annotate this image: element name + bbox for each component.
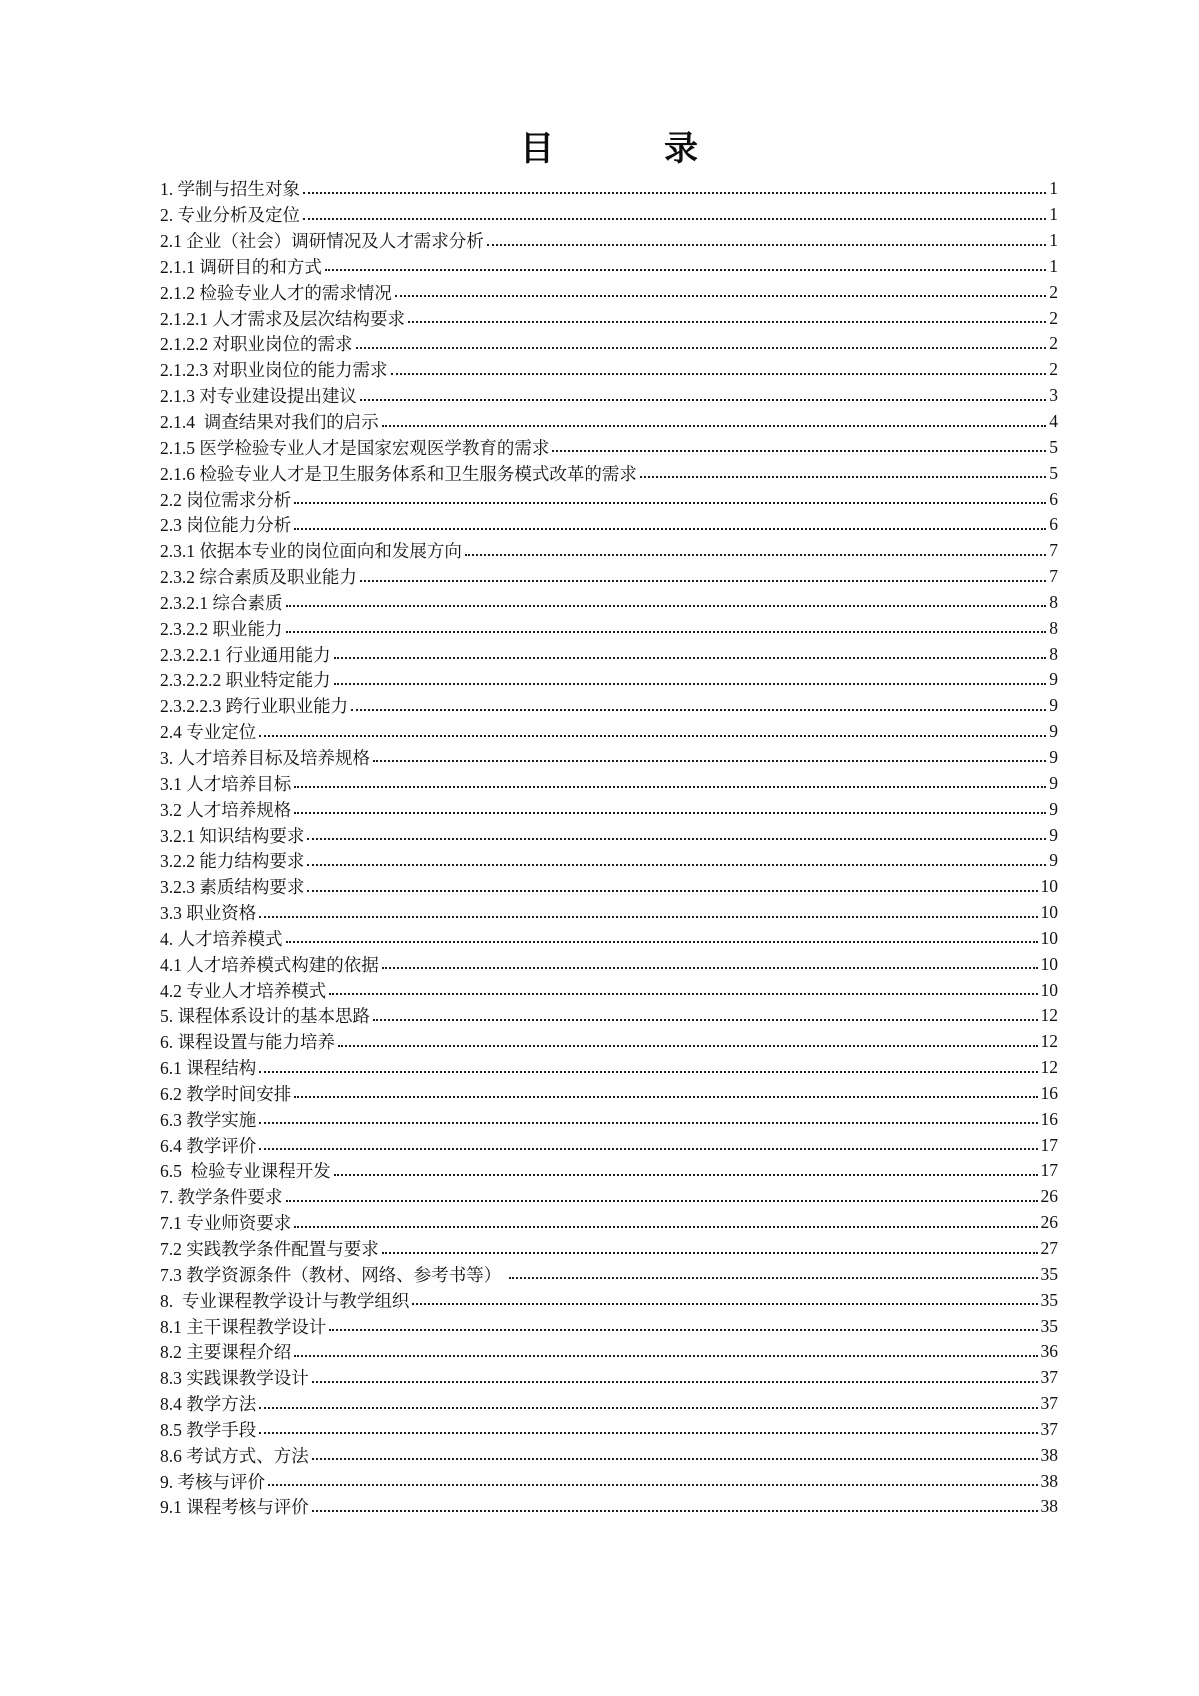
toc-dot-leader	[294, 528, 1046, 530]
toc-dot-leader	[312, 1458, 1038, 1460]
toc-entry-label: 2.1.2.3 对职业岗位的能力需求	[160, 360, 388, 381]
toc-entry-page: 10	[1040, 876, 1058, 897]
toc-dot-leader	[312, 1381, 1038, 1383]
toc-entry-label: 2.1.2.1 人才需求及层次结构要求	[160, 308, 405, 329]
toc-entry-page: 17	[1040, 1134, 1058, 1155]
toc-dot-leader	[259, 1071, 1037, 1073]
toc-entry-page: 9	[1049, 721, 1058, 742]
toc-entry-label: 2.1.4 调查结果对我们的启示	[160, 412, 379, 433]
toc-entry-label: 3.2 人才培养规格	[160, 799, 292, 820]
toc-entry[interactable]	[160, 357, 1058, 383]
toc-entry-label: 4.2 专业人才培养模式	[160, 980, 327, 1001]
toc-entry-page: 5	[1049, 462, 1058, 483]
toc-entry-page: 2	[1049, 333, 1058, 354]
toc-dot-leader	[509, 1277, 1038, 1279]
toc-dot-leader	[382, 1252, 1038, 1254]
toc-entry-page: 8	[1049, 617, 1058, 638]
toc-entry-page: 1	[1049, 178, 1058, 199]
toc-dot-leader	[373, 760, 1046, 762]
toc-entry[interactable]	[160, 383, 1058, 409]
toc-entry[interactable]	[160, 1210, 1058, 1236]
toc-entry[interactable]	[160, 1003, 1058, 1029]
toc-entry-label: 2.4 专业定位	[160, 722, 257, 743]
toc-entry-label: 7.2 实践教学条件配置与要求	[160, 1239, 379, 1260]
toc-entry-page: 6	[1049, 514, 1058, 535]
toc-dot-leader	[408, 321, 1046, 323]
toc-entry-label: 2.1.2.2 对职业岗位的需求	[160, 334, 353, 355]
toc-dot-leader	[465, 554, 1046, 556]
toc-entry-page: 37	[1040, 1367, 1058, 1388]
toc-entry-page: 17	[1040, 1160, 1058, 1181]
toc-dot-leader	[640, 476, 1046, 478]
toc-dot-leader	[303, 218, 1046, 220]
toc-dot-leader	[360, 399, 1046, 401]
toc-dot-leader	[487, 244, 1047, 246]
toc-entry-page: 9	[1049, 850, 1058, 871]
toc-entry-label: 5. 课程体系设计的基本思路	[160, 1006, 370, 1027]
toc-entry-page: 9	[1049, 746, 1058, 767]
toc-entry[interactable]	[160, 900, 1058, 926]
toc-entry[interactable]	[160, 951, 1058, 977]
toc-dot-leader	[294, 1096, 1037, 1098]
toc-entry[interactable]	[160, 1029, 1058, 1055]
toc-entry-label: 2.3.2.2 职业能力	[160, 618, 283, 639]
toc-entry[interactable]	[160, 667, 1058, 693]
toc-dot-leader	[329, 1329, 1037, 1331]
toc-entry-page: 4	[1049, 411, 1058, 432]
toc-entry[interactable]	[160, 1158, 1058, 1184]
toc-entry[interactable]	[160, 434, 1058, 460]
toc-entry[interactable]	[160, 925, 1058, 951]
toc-dot-leader	[391, 373, 1047, 375]
toc-entry-page: 36	[1040, 1341, 1058, 1362]
toc-dot-leader	[286, 605, 1047, 607]
toc-entry[interactable]	[160, 693, 1058, 719]
toc-entry-page: 9	[1049, 798, 1058, 819]
toc-entry-page: 9	[1049, 824, 1058, 845]
toc-entry-label: 3.3 职业资格	[160, 903, 257, 924]
toc-dot-leader	[382, 425, 1047, 427]
toc-entry-label: 2.3.2 综合素质及职业能力	[160, 567, 357, 588]
toc-entry-label: 9. 考核与评价	[160, 1471, 265, 1492]
toc-dot-leader	[329, 993, 1037, 995]
toc-entry-label: 6.1 课程结构	[160, 1058, 257, 1079]
toc-dot-leader	[286, 941, 1038, 943]
toc-entry-page: 12	[1040, 1031, 1058, 1052]
toc-entry[interactable]	[160, 1365, 1058, 1391]
toc-entry-page: 12	[1040, 1005, 1058, 1026]
toc-entry-label: 4.1 人才培养模式构建的依据	[160, 954, 379, 975]
toc-entry-page: 38	[1040, 1470, 1058, 1491]
toc-entry[interactable]	[160, 538, 1058, 564]
toc-entry-label: 3.2.1 知识结构要求	[160, 825, 305, 846]
toc-entry-page: 26	[1040, 1186, 1058, 1207]
toc-entry[interactable]	[160, 615, 1058, 641]
toc-dot-leader	[259, 1407, 1037, 1409]
toc-entry-page: 37	[1040, 1418, 1058, 1439]
toc-entry-page: 10	[1040, 953, 1058, 974]
toc-entry-page: 12	[1040, 1057, 1058, 1078]
toc-entry-label: 8. 专业课程教学设计与教学组织	[160, 1290, 410, 1311]
toc-entry-label: 8.1 主干课程教学设计	[160, 1316, 327, 1337]
toc-entry-page: 9	[1049, 669, 1058, 690]
toc-entry-page: 35	[1040, 1315, 1058, 1336]
toc-dot-leader	[294, 1226, 1037, 1228]
toc-dot-leader	[294, 1355, 1037, 1357]
toc-entry-page: 9	[1049, 695, 1058, 716]
toc-entry-page: 8	[1049, 591, 1058, 612]
page-title: 目 录	[520, 131, 700, 168]
toc-entry[interactable]	[160, 1236, 1058, 1262]
toc-entry-label: 2.3.2.2.3 跨行业职业能力	[160, 696, 349, 717]
toc-dot-leader	[303, 192, 1046, 194]
toc-entry-label: 8.3 实践课教学设计	[160, 1368, 309, 1389]
toc-dot-leader	[294, 786, 1046, 788]
toc-entry-label: 2.2 岗位需求分析	[160, 489, 292, 510]
toc-entry-label: 3.2.3 素质结构要求	[160, 877, 305, 898]
toc-entry-page: 26	[1040, 1212, 1058, 1233]
toc-entry-label: 6.3 教学实施	[160, 1109, 257, 1130]
toc-entry[interactable]	[160, 874, 1058, 900]
toc-entry-label: 2.3.2.2.1 行业通用能力	[160, 644, 331, 665]
toc-dot-leader	[360, 580, 1046, 582]
toc-entry-label: 4. 人才培养模式	[160, 928, 283, 949]
toc-entry[interactable]	[160, 331, 1058, 357]
toc-dot-leader	[307, 890, 1037, 892]
toc-entry[interactable]	[160, 1081, 1058, 1107]
toc-entry[interactable]	[160, 719, 1058, 745]
toc-entry[interactable]	[160, 1391, 1058, 1417]
toc-entry-page: 2	[1049, 281, 1058, 302]
toc-entry-page: 35	[1040, 1263, 1058, 1284]
toc-entry-label: 2.3.2.2.2 职业特定能力	[160, 670, 331, 691]
toc-dot-leader	[382, 967, 1038, 969]
toc-dot-leader	[334, 1174, 1038, 1176]
toc-entry[interactable]	[160, 486, 1058, 512]
toc-entry-page: 16	[1040, 1108, 1058, 1129]
toc-entry[interactable]	[160, 1339, 1058, 1365]
toc-entry[interactable]	[160, 641, 1058, 667]
toc-entry-page: 9	[1049, 772, 1058, 793]
toc-dot-leader	[268, 1484, 1038, 1486]
toc-dot-leader	[552, 450, 1046, 452]
toc-entry-page: 37	[1040, 1393, 1058, 1414]
toc-entry[interactable]	[160, 745, 1058, 771]
toc-entry-page: 16	[1040, 1082, 1058, 1103]
toc-entry-label: 2.1.5 医学检验专业人才是国家宏观医学教育的需求	[160, 437, 550, 458]
toc-entry-page: 7	[1049, 566, 1058, 587]
toc-entry-label: 6. 课程设置与能力培养	[160, 1032, 335, 1053]
toc-entry-page: 5	[1049, 436, 1058, 457]
toc-entry-page: 1	[1049, 204, 1058, 225]
toc-entry-label: 1. 学制与招生对象	[160, 179, 300, 200]
toc-entry-label: 2.3.1 依据本专业的岗位面向和发展方向	[160, 541, 462, 562]
toc-entry-label: 2.1.1 调研目的和方式	[160, 256, 322, 277]
toc-entry[interactable]	[160, 1313, 1058, 1339]
toc-entry-label: 7.1 专业师资要求	[160, 1213, 292, 1234]
toc-entry-page: 6	[1049, 488, 1058, 509]
toc-entry[interactable]	[160, 202, 1058, 228]
toc-entry[interactable]	[160, 1106, 1058, 1132]
toc-entry-page: 2	[1049, 359, 1058, 380]
toc-entry-page: 35	[1040, 1289, 1058, 1310]
toc-entry[interactable]	[160, 1132, 1058, 1158]
toc-entry[interactable]	[160, 848, 1058, 874]
toc-dot-leader	[294, 812, 1046, 814]
toc-entry[interactable]	[160, 1468, 1058, 1494]
toc-entry-label: 9.1 课程考核与评价	[160, 1497, 309, 1518]
toc-entry-label: 6.4 教学评价	[160, 1135, 257, 1156]
toc-dot-leader	[334, 683, 1047, 685]
toc-entry[interactable]	[160, 279, 1058, 305]
toc-entry-label: 8.6 考试方式、方法	[160, 1445, 309, 1466]
toc-dot-leader	[259, 1148, 1037, 1150]
toc-entry-label: 2.1.3 对专业建设提出建议	[160, 386, 357, 407]
toc-entry-label: 2.3.2.1 综合素质	[160, 592, 283, 613]
toc-entry-label: 6.5 检验专业课程开发	[160, 1161, 331, 1182]
toc-entry[interactable]	[160, 460, 1058, 486]
toc-entry[interactable]	[160, 796, 1058, 822]
toc-entry[interactable]	[160, 1417, 1058, 1443]
toc-entry-page: 38	[1040, 1496, 1058, 1517]
toc-entry[interactable]	[160, 305, 1058, 331]
toc-entry[interactable]	[160, 228, 1058, 254]
toc-dot-leader	[338, 1045, 1038, 1047]
toc-dot-leader	[259, 735, 1046, 737]
toc-entry-page: 1	[1049, 230, 1058, 251]
toc-entry-page: 27	[1040, 1238, 1058, 1259]
toc-entry-label: 2.3 岗位能力分析	[160, 515, 292, 536]
toc-entry-label: 2.1 企业（社会）调研情况及人才需求分析	[160, 231, 484, 252]
toc-entry[interactable]	[160, 1055, 1058, 1081]
toc-entry[interactable]	[160, 1261, 1058, 1287]
toc-entry[interactable]	[160, 254, 1058, 280]
toc-dot-leader	[294, 502, 1046, 504]
toc-entry[interactable]	[160, 822, 1058, 848]
toc-dot-leader	[412, 1303, 1037, 1305]
toc-entry-label: 2. 专业分析及定位	[160, 205, 300, 226]
toc-entry[interactable]	[160, 770, 1058, 796]
toc-dot-leader	[373, 1019, 1038, 1021]
toc-entry[interactable]	[160, 512, 1058, 538]
toc-entry-label: 7. 教学条件要求	[160, 1187, 283, 1208]
toc-dot-leader	[286, 1200, 1038, 1202]
toc-entry-label: 7.3 教学资源条件（教材、网络、参考书等）	[160, 1264, 506, 1285]
toc-entry-label: 8.2 主要课程介绍	[160, 1342, 292, 1363]
toc-entry-page: 38	[1040, 1444, 1058, 1465]
toc-entry[interactable]	[160, 564, 1058, 590]
toc-entry-page: 10	[1040, 927, 1058, 948]
toc-dot-leader	[259, 1122, 1037, 1124]
toc-dot-leader	[356, 347, 1047, 349]
toc-entry[interactable]	[160, 1287, 1058, 1313]
toc-entry[interactable]	[160, 1494, 1058, 1520]
toc-entry-page: 1	[1049, 255, 1058, 276]
toc-entry[interactable]	[160, 590, 1058, 616]
toc-entry[interactable]	[160, 409, 1058, 435]
toc-entry-page: 8	[1049, 643, 1058, 664]
toc-entry[interactable]	[160, 977, 1058, 1003]
toc-entry-page: 3	[1049, 385, 1058, 406]
toc-dot-leader	[325, 269, 1046, 271]
toc-entry-page: 7	[1049, 540, 1058, 561]
toc-entry-label: 2.1.6 检验专业人才是卫生服务体系和卫生服务模式改革的需求	[160, 463, 637, 484]
toc-dot-leader	[307, 838, 1046, 840]
toc-entry-page: 10	[1040, 902, 1058, 923]
toc-dot-leader	[351, 709, 1046, 711]
toc-entry-label: 3. 人才培养目标及培养规格	[160, 747, 370, 768]
toc-entry-label: 8.4 教学方法	[160, 1394, 257, 1415]
toc-entry-label: 2.1.2 检验专业人才的需求情况	[160, 282, 392, 303]
toc-dot-leader	[286, 631, 1047, 633]
toc-list	[160, 176, 1058, 1520]
toc-dot-leader	[334, 657, 1047, 659]
toc-dot-leader	[259, 1432, 1037, 1434]
toc-entry-label: 3.1 人才培养目标	[160, 773, 292, 794]
toc-entry[interactable]	[160, 176, 1058, 202]
toc-dot-leader	[312, 1510, 1038, 1512]
toc-dot-leader	[307, 864, 1046, 866]
toc-entry[interactable]	[160, 1442, 1058, 1468]
toc-dot-leader	[395, 295, 1046, 297]
toc-entry-label: 6.2 教学时间安排	[160, 1083, 292, 1104]
toc-entry-label: 3.2.2 能力结构要求	[160, 851, 305, 872]
toc-entry-page: 2	[1049, 307, 1058, 328]
toc-entry-page: 10	[1040, 979, 1058, 1000]
toc-entry[interactable]	[160, 1184, 1058, 1210]
toc-entry-label: 8.5 教学手段	[160, 1419, 257, 1440]
toc-dot-leader	[259, 916, 1037, 918]
